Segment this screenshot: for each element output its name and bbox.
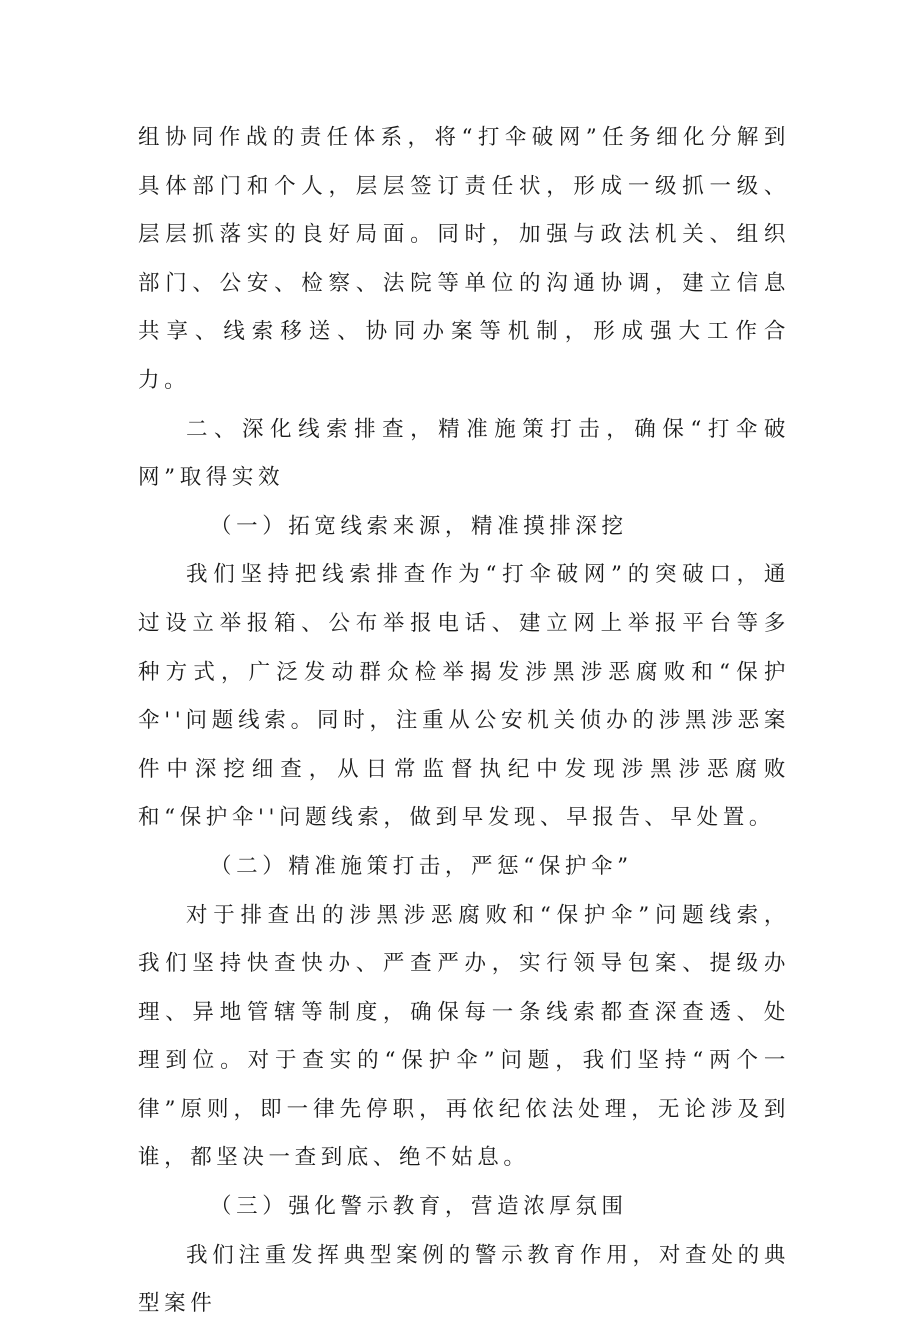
paragraph-clue-sources: 我们坚持把线索排查作为“打伞破网”的突破口，通过设立举报箱、公布举报电话、建立网上举报平台等多种方式，广泛发动群众检举揭发涉黑涉恶腐败和“保护伞''问题线索。同时，注重从公安机关侦办的涉黑涉恶案件中深挖细查，从日常监督执纪中发现涉黑涉恶腐败和“保护伞''问题线索，做到早发现、早报告、早处置。	[138, 562, 790, 831]
subsection-heading-1: （一）拓宽线索来源，精准摸排深挖	[210, 513, 628, 539]
document-body	[138, 114, 790, 1329]
subsection-heading-2: （二）精准施策打击，严惩“保护伞”	[210, 853, 633, 879]
paragraph-precise-strike: 对于排查出的涉黑涉恶腐败和“保护伞”问题线索，我们坚持快查快办、严查严办，实行领导包案、提级办理、异地管辖等制度，确保每一条线索都查深查透、处理到位。对于查实的“保护伞”问题，我们坚持“两个一律”原则，即一律先停职，再依纪依法处理，无论涉及到谁，都坚决一查到底、绝不姑息。	[138, 902, 790, 1171]
section-heading-2: 二、深化线索排查，精准施策打击，确保“打伞破网”取得实效	[138, 416, 790, 491]
paragraph-continuation: 组协同作战的责任体系，将“打伞破网”任务细化分解到具体部门和个人，层层签订责任状，形成一级抓一级、层层抓落实的良好局面。同时，加强与政法机关、组织部门、公安、检察、法院等单位的沟通协调，建立信息共享、线索移送、协同办案等机制，形成强大工作合力。	[138, 125, 790, 393]
paragraph-warning-education: 我们注重发挥典型案例的警示教育作用，对查处的典型案件	[138, 1242, 790, 1317]
subsection-heading-3: （三）强化警示教育，营造浓厚氛围	[210, 1194, 628, 1220]
